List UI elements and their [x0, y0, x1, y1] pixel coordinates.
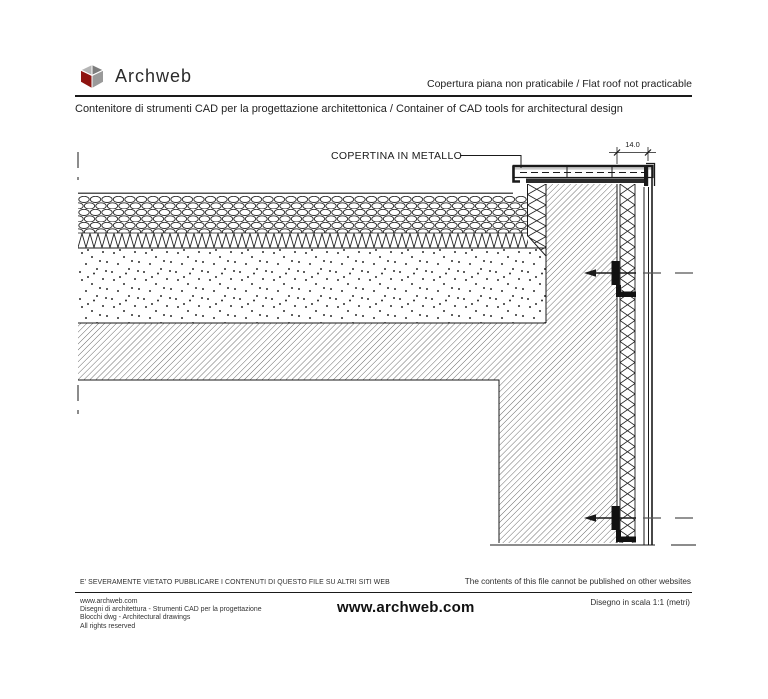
footer-info-line1: Disegni di architettura - Strumenti CAD per la progettazione — [80, 606, 262, 614]
coping-label: COPERTINA IN METALLO — [331, 150, 463, 162]
footer-divider — [75, 592, 692, 593]
gravel-layer — [78, 196, 527, 233]
footer-info-block — [80, 598, 262, 631]
footer-site-small: www.archweb.com — [80, 598, 138, 605]
screed-layer — [78, 249, 546, 324]
warning-italian: E' SEVERAMENTE VIETATO PUBBLICARE I CONTENUTI DI QUESTO FILE SU ALTRI SITI WEB — [80, 579, 390, 586]
roof-layer-stack — [78, 193, 546, 323]
insulation-layer — [78, 233, 528, 248]
footer-site-large[interactable]: www.archweb.com — [337, 599, 475, 616]
coping-right-drip — [644, 166, 648, 186]
membrane-layer — [526, 179, 644, 184]
page-topic: Copertura piana non praticabile / Flat roof not practicable — [427, 78, 692, 90]
copyright-warning-row — [80, 577, 691, 586]
scale-note: Disegno in scala 1:1 (metri) — [590, 598, 690, 607]
external-cladding — [644, 165, 652, 545]
brand-name: Archweb — [115, 66, 193, 86]
dimension-14 — [609, 140, 656, 164]
footer-info-line3: All rights reserved — [80, 622, 136, 630]
warning-english: The contents of this file cannot be published on other websites — [464, 577, 691, 586]
footer-info-line2: Blocchi dwg - Architectural drawings — [80, 614, 191, 622]
dimension-text: 14.0 — [625, 140, 640, 149]
coping-annotation — [331, 150, 521, 168]
parapet-inner-insulation — [528, 184, 547, 237]
leader-line — [460, 156, 521, 169]
outer-wall-insulation — [620, 184, 635, 543]
page-subtitle: Contenitore di strumenti CAD per la progettazione architettonica / Container of CAD tools for architectural design — [75, 103, 623, 115]
